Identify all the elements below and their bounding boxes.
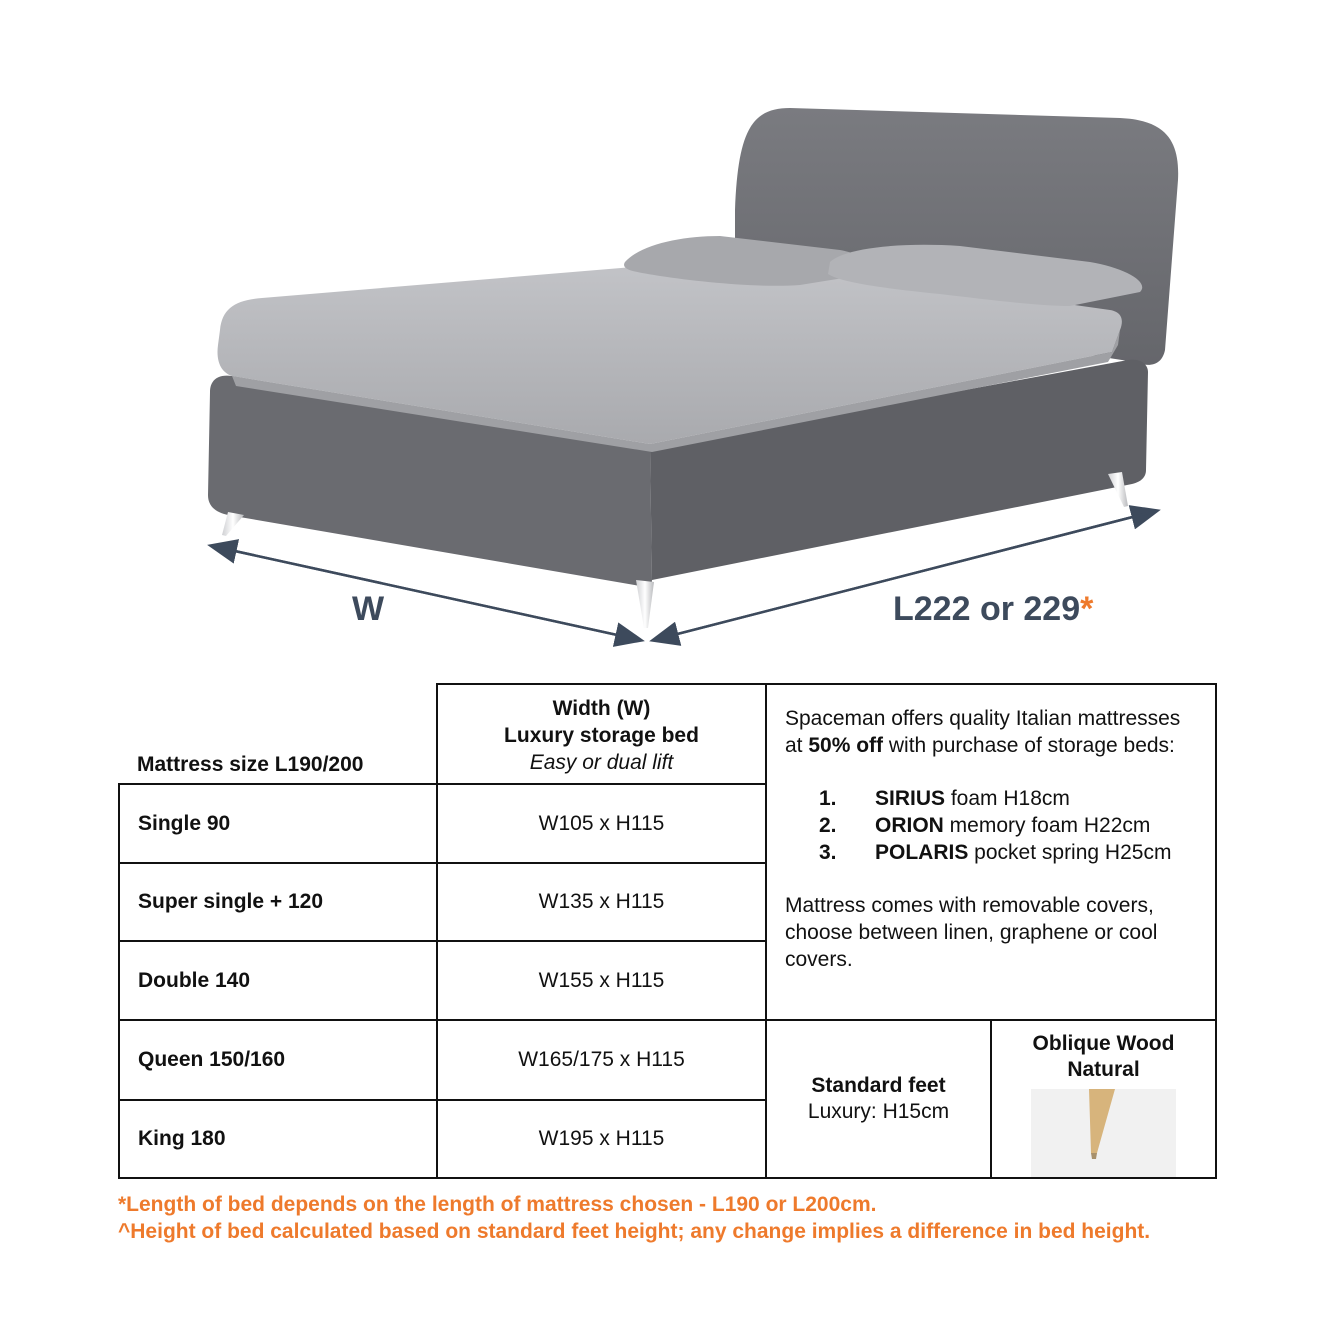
- width-header-note: Easy or dual lift: [529, 750, 674, 774]
- list-item: 1. SIRIUS foam H18cm: [819, 787, 1070, 810]
- covers-note: Mattress comes with removable covers, choose between linen, graphene or cool covers.: [785, 894, 1158, 971]
- list-item: 3. POLARIS pocket spring H25cm: [819, 841, 1172, 864]
- oblique-wood-cell: [991, 1020, 1216, 1178]
- discount-text: 50% off: [808, 734, 884, 757]
- length-value: L222 or 229: [893, 590, 1081, 628]
- footnotes: [118, 1191, 1150, 1245]
- wood-title: Oblique Wood: [1032, 1032, 1175, 1055]
- standard-feet-cell: [766, 1020, 991, 1178]
- size-specification-table: [118, 683, 1217, 1179]
- height-footnote: ^Height of bed calculated based on standard feet height; any change implies a difference in bed height.: [118, 1220, 1151, 1243]
- mattress-list: [785, 785, 1199, 866]
- standard-feet-height: Luxury: H15cm: [807, 1100, 950, 1123]
- standard-feet-title: Standard feet: [811, 1074, 946, 1097]
- mattress-offer-info: [766, 684, 1216, 1020]
- table-row-dimension: W135 x H115: [437, 863, 766, 941]
- table-row-size: Double 140: [119, 941, 437, 1020]
- width-dimension-label: W: [352, 590, 385, 628]
- wood-finish: Natural: [1067, 1058, 1140, 1081]
- table-row-dimension: W165/175 x H115: [437, 1020, 766, 1100]
- offer-intro: Spaceman offers quality Italian mattresses at 50% off with purchase of storage beds:: [785, 707, 1181, 757]
- bed-illustration: [0, 0, 1342, 660]
- table-row-dimension: W105 x H115: [437, 784, 766, 863]
- wood-leg-icon: [1031, 1089, 1176, 1177]
- width-header-title: Width (W): [552, 696, 651, 720]
- length-dimension-label: [893, 590, 1093, 629]
- list-item: 2. ORION memory foam H22cm: [819, 814, 1151, 837]
- table-row-size: Super single + 120: [119, 863, 437, 941]
- wood-leg-image: [1031, 1089, 1176, 1177]
- table-row-size: Queen 150/160: [119, 1020, 437, 1100]
- table-row-size: Single 90: [119, 784, 437, 863]
- mattress-size-header: Mattress size L190/200: [119, 684, 437, 784]
- table-row-size: King 180: [119, 1100, 437, 1179]
- width-header: [437, 684, 766, 784]
- width-header-subtitle: Luxury storage bed: [504, 723, 699, 747]
- table-row-dimension: W155 x H115: [437, 941, 766, 1020]
- length-footnote: *Length of bed depends on the length of mattress chosen - L190 or L200cm.: [118, 1193, 877, 1216]
- table-row-dimension: W195 x H115: [437, 1100, 766, 1179]
- length-asterisk: *: [1080, 590, 1094, 628]
